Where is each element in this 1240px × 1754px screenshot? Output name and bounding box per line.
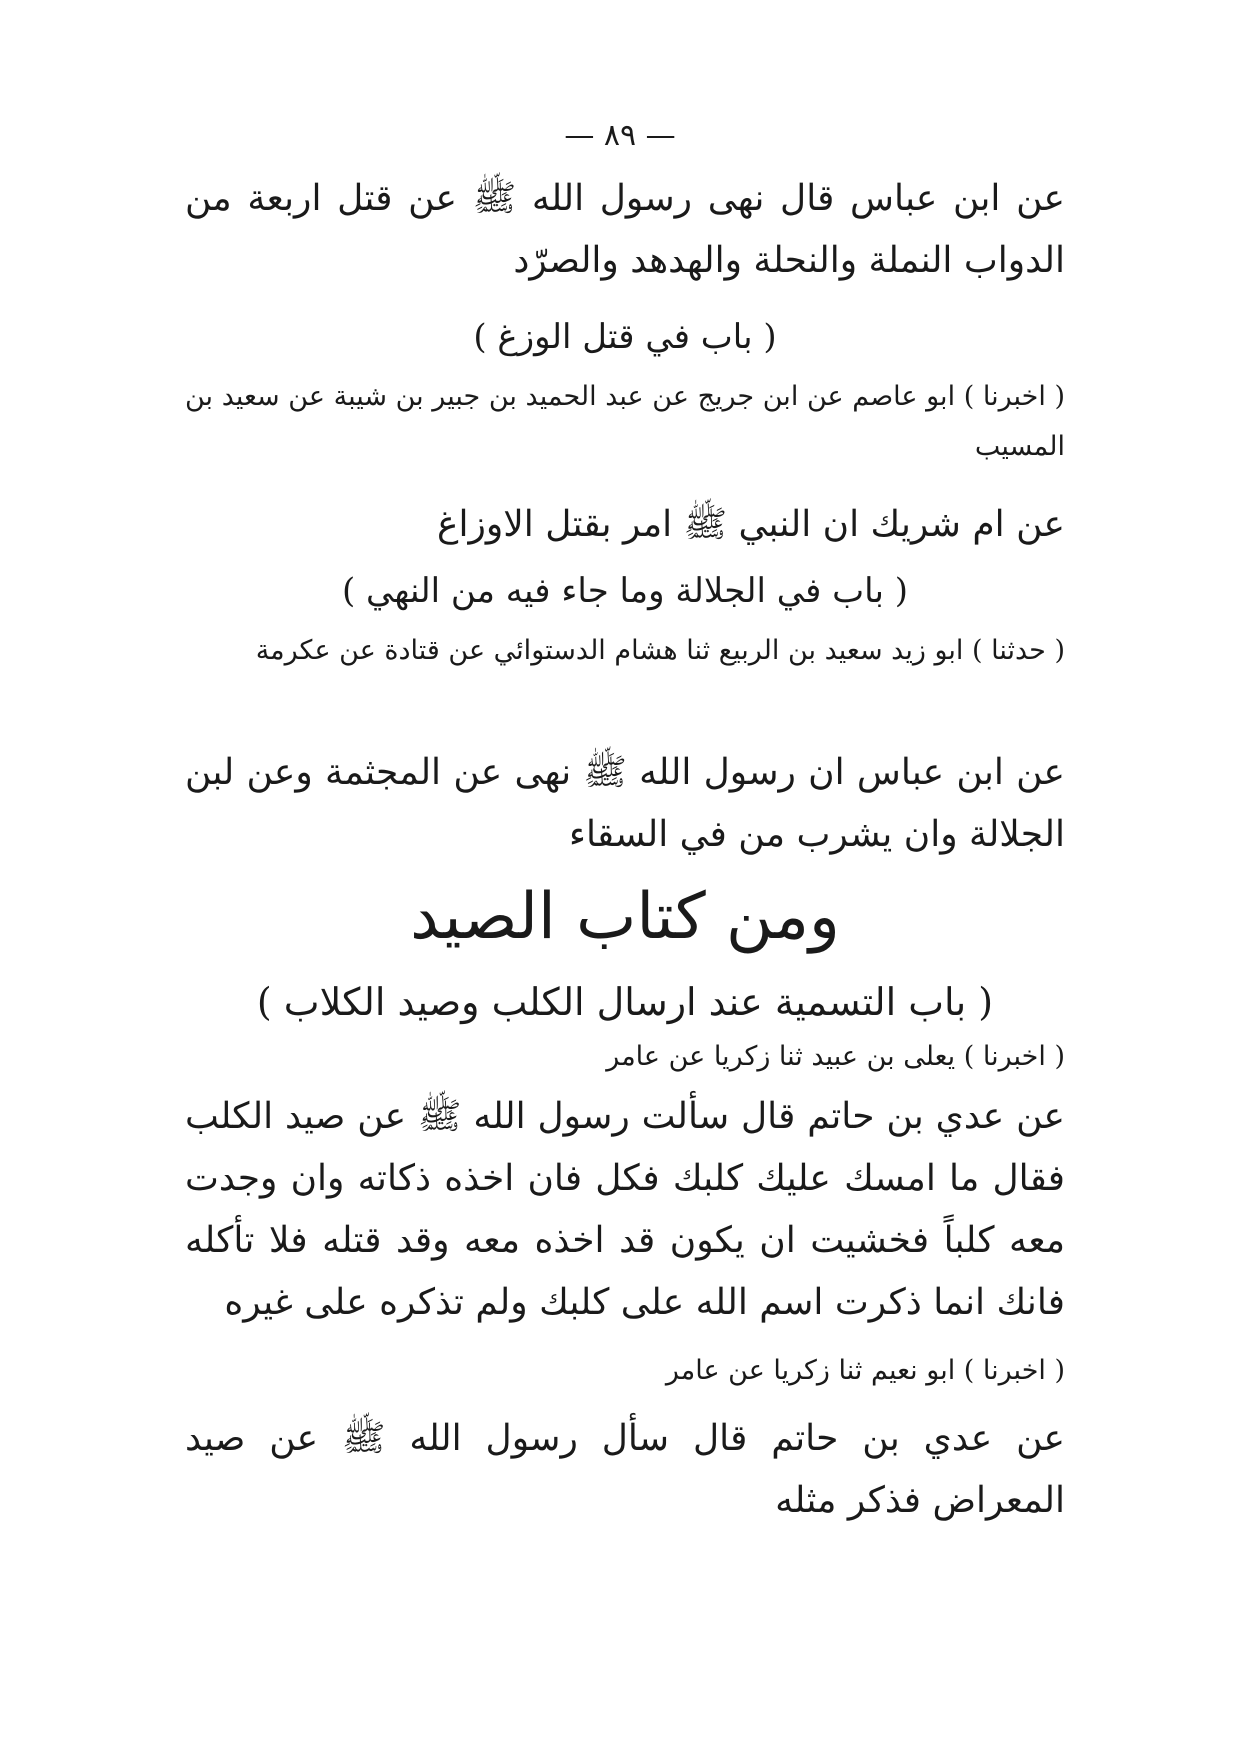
hadith-text-1: عن ابن عباس قال نهى رسول الله ﷺ عن قتل اربعة من الدواب النملة والنحلة والهدهد والصرّد <box>185 178 1065 281</box>
chapter-heading-tasmiya: ( باب التسمية عند ارسال الكلب وصيد الكلاب ) <box>256 980 994 1024</box>
book-title-hunting: ومن كتاب الصيد <box>410 880 840 954</box>
chapter-heading-geckos: ( باب في قتل الوزغ ) <box>473 317 777 357</box>
isnad-chain-3: ( اخبرنا ) يعلى بن عبيد ثنا زكريا عن عامر <box>606 1041 1065 1072</box>
isnad-chain-1: ( اخبرنا ) ابو عاصم عن ابن جريج عن عبد الحميد بن جبير بن شيبة عن سعيد بن المسيب <box>185 381 1065 462</box>
page-number: — ٨٩ — <box>564 118 676 153</box>
hadith-text-5: عن عدي بن حاتم قال سأل رسول الله ﷺ عن صيد المعراض فذكر مثله <box>185 1418 1065 1521</box>
hadith-text-4: عن عدي بن حاتم قال سألت رسول الله ﷺ عن صيد الكلب فقال ما امسك عليك كلبك فكل فان اخذه ذكاته وان وجدت معه كلباً فخشيت ان يكون قد اخذه معه وقد قتله فلا تأكله فانك انما ذكرت اسم الله على كلبك ولم تذكره على غيره <box>185 1096 1065 1323</box>
isnad-chain-4: ( اخبرنا ) ابو نعيم ثنا زكريا عن عامر <box>665 1355 1065 1386</box>
isnad-chain-2: ( حدثنا ) ابو زيد سعيد بن الربيع ثنا هشام الدستوائي عن قتادة عن عكرمة <box>255 635 1065 666</box>
hadith-text-2: عن ام شريك ان النبي ﷺ امر بقتل الاوزاغ <box>436 504 1065 545</box>
chapter-heading-jallala: ( باب في الجلالة وما جاء فيه من النهي ) <box>341 571 909 611</box>
hadith-text-3: عن ابن عباس ان رسول الله ﷺ نهى عن المجثمة وعن لبن الجلالة وان يشرب من في السقاء <box>185 752 1065 855</box>
